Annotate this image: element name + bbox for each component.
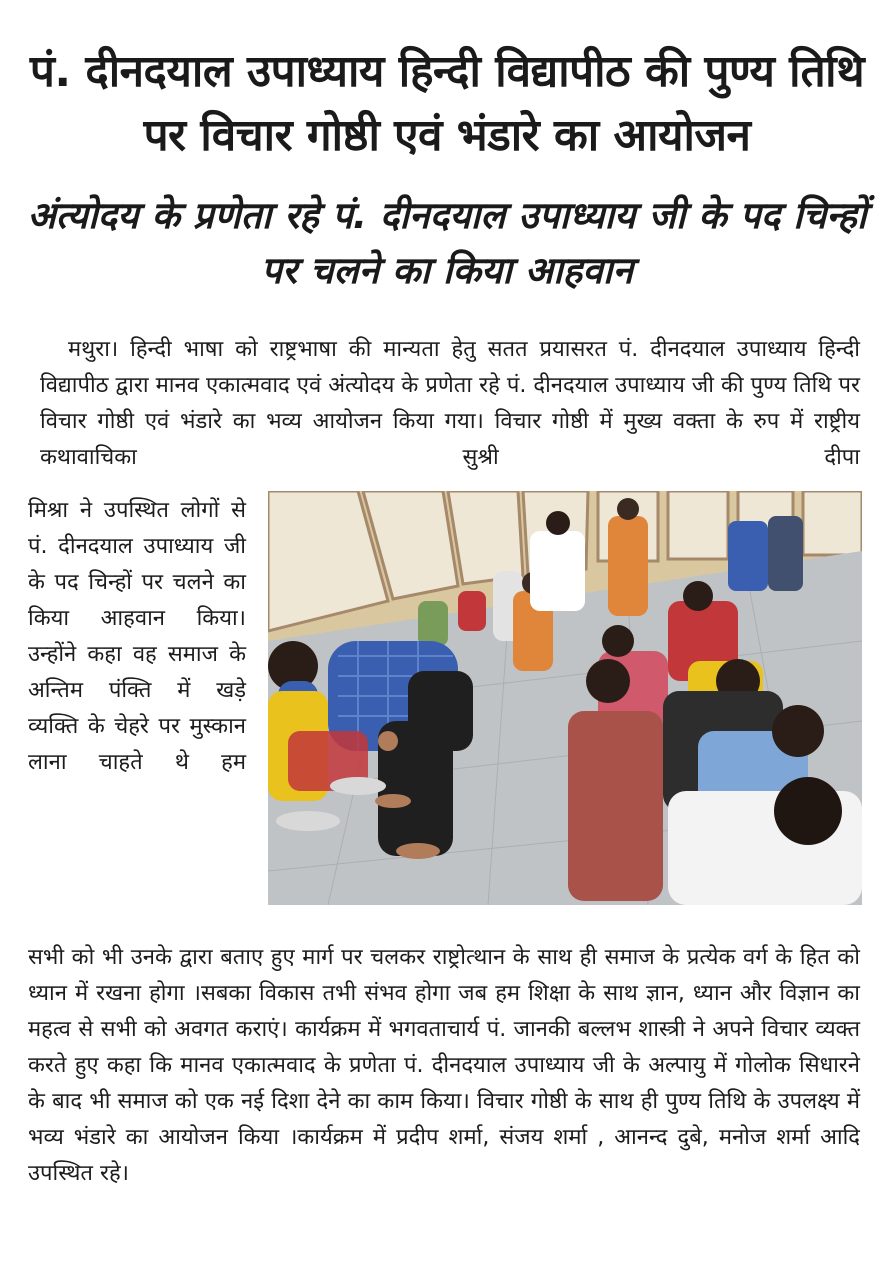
bhandara-scene-illustration xyxy=(268,491,862,905)
body-paragraph-column: मिश्रा ने उपस्थित लोगों से पं. दीनदयाल उपाध्याय जी के पद चिन्हों पर चलने का किया आहवान किया। उन्होंने कहा वह समाज के अन्तिम पंक्ति में खड़े व्यक्ति के चेहरे पर मुस्कान लाना चाहते थे हम xyxy=(28,498,246,775)
body-paragraph-continued: सभी को भी उनके द्वारा बताए हुए मार्ग पर चलकर राष्ट्रोत्थान के साथ ही समाज के प्रत्येक वर्ग के हित को ध्यान में रखना होगा ।सबका विकास तभी संभव होगा जब हम शिक्षा के साथ ज्ञान, ध्यान और विज्ञान का महत्व से सभी को अवगत कराएं। कार्यक्रम में भगवताचार्य पं. जानकी बल्लभ शास्त्री ने अपने विचार व्यक्त करते हुए कहा कि मानव एकात्मवाद के प्रणेता पं. दीनदयाल उपाध्याय जी के अल्पायु में गोलोक सिधारने के बाद भी समाज को एक नई दिशा देने का काम किया। विचार गोष्ठी के साथ ही पुण्य तिथि के उपलक्ष्य में भव्य भंडारे का आयोजन किया ।कार्यक्रम में प्रदीप शर्मा, संजय शर्मा , आनन्द दुबे, मनोज शर्मा आदि उपस्थित रहे। xyxy=(28,945,860,1186)
body-paragraph-intro: मथुरा। हिन्दी भाषा को राष्ट्रभाषा की मान्यता हेतु सतत प्रयासरत पं. दीनदयाल उपाध्याय हिन्दी विद्यापीठ द्वारा मानव एकात्मवाद एवं अंत्योदय के प्रणेता रहे पं. दीनदयाल उपाध्याय जी की पुण्य तिथि पर विचार गोष्ठी एवं भंडारे का भव्य आयोजन किया गया। विचार गोष्ठी में मुख्य वक्ता के रुप में राष्ट्रीय कथावाचिका सुश्री दीपा xyxy=(40,337,860,470)
headline: पं. दीनदयाल उपाध्याय हिन्दी विद्यापीठ की पुण्य तिथि पर विचार गोष्ठी एवं भंडारे का आयोजन xyxy=(29,46,865,161)
subheadline: अंत्योदय के प्रणेता रहे पं. दीनदयाल उपाध्याय जी के पद चिन्हों पर चलने का किया आहवान xyxy=(27,194,867,292)
news-photo xyxy=(268,491,862,905)
